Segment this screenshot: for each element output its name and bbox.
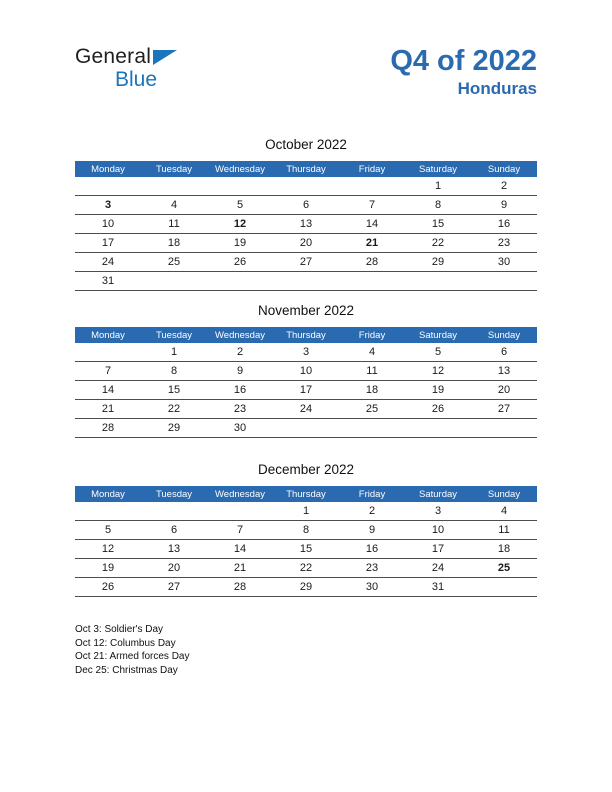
week-row xyxy=(75,343,537,362)
holiday-item: Oct 21: Armed forces Day xyxy=(75,651,190,662)
calendar-table xyxy=(75,327,537,438)
title-block xyxy=(390,46,537,99)
date-cell: 23 xyxy=(471,234,537,253)
date-cell: 25 xyxy=(141,253,207,272)
weekday-header: Tuesday xyxy=(141,327,207,343)
week-row xyxy=(75,559,537,578)
date-cell: 23 xyxy=(339,559,405,578)
date-cell: 20 xyxy=(471,381,537,400)
month-december-2022 xyxy=(75,462,537,597)
date-cell: 26 xyxy=(75,578,141,597)
empty-cell xyxy=(339,419,405,438)
date-cell: 15 xyxy=(141,381,207,400)
week-row xyxy=(75,272,537,291)
weekday-header: Friday xyxy=(339,161,405,177)
date-cell: 3 xyxy=(405,502,471,521)
holiday-item: Oct 12: Columbus Day xyxy=(75,637,176,649)
empty-cell xyxy=(405,419,471,438)
holiday-list xyxy=(75,623,537,677)
date-cell: 24 xyxy=(405,559,471,578)
date-cell: 19 xyxy=(207,234,273,253)
date-cell: 27 xyxy=(141,578,207,597)
weekday-header: Saturday xyxy=(405,161,471,177)
date-cell: 6 xyxy=(141,521,207,540)
date-cell: 26 xyxy=(207,253,273,272)
date-cell: 5 xyxy=(75,521,141,540)
weekday-header: Friday xyxy=(339,327,405,343)
date-cell: 26 xyxy=(405,400,471,419)
month-october-2022 xyxy=(75,137,537,291)
logo-flag-icon xyxy=(153,48,177,69)
date-cell: 10 xyxy=(405,521,471,540)
weekday-header: Tuesday xyxy=(141,486,207,502)
months-container xyxy=(75,137,537,597)
date-cell: 11 xyxy=(339,362,405,381)
date-cell: 6 xyxy=(273,196,339,215)
week-row xyxy=(75,234,537,253)
date-cell: 31 xyxy=(75,272,141,291)
date-cell: 4 xyxy=(471,502,537,521)
date-cell: 27 xyxy=(273,253,339,272)
date-cell: 4 xyxy=(141,196,207,215)
date-cell: 11 xyxy=(141,215,207,234)
empty-cell xyxy=(75,343,141,362)
empty-cell xyxy=(339,272,405,291)
date-cell: 12 xyxy=(405,362,471,381)
empty-cell xyxy=(75,177,141,196)
date-cell: 2 xyxy=(339,502,405,521)
date-cell: 9 xyxy=(471,196,537,215)
date-cell: 5 xyxy=(405,343,471,362)
weekday-header: Sunday xyxy=(471,161,537,177)
date-cell: 9 xyxy=(207,362,273,381)
week-row xyxy=(75,540,537,559)
weekday-header: Tuesday xyxy=(141,161,207,177)
weekday-header: Monday xyxy=(75,161,141,177)
weekday-header: Wednesday xyxy=(207,486,273,502)
date-cell: 19 xyxy=(405,381,471,400)
date-cell: 13 xyxy=(471,362,537,381)
week-row xyxy=(75,196,537,215)
date-cell: 24 xyxy=(273,400,339,419)
date-cell: 7 xyxy=(339,196,405,215)
date-cell: 13 xyxy=(273,215,339,234)
country-subtitle: Honduras xyxy=(457,79,537,99)
date-cell: 31 xyxy=(405,578,471,597)
date-cell: 15 xyxy=(405,215,471,234)
date-cell: 6 xyxy=(471,343,537,362)
week-row xyxy=(75,578,537,597)
logo-text-general: General xyxy=(75,45,152,68)
date-cell: 25 xyxy=(339,400,405,419)
weekday-header: Saturday xyxy=(405,327,471,343)
date-cell: 28 xyxy=(75,419,141,438)
empty-cell xyxy=(273,419,339,438)
month-november-2022 xyxy=(75,303,537,438)
empty-cell xyxy=(141,502,207,521)
month-title: October 2022 xyxy=(265,137,347,152)
empty-cell xyxy=(339,177,405,196)
weekday-header: Thursday xyxy=(273,327,339,343)
empty-cell xyxy=(207,177,273,196)
week-row xyxy=(75,400,537,419)
date-cell: 20 xyxy=(141,559,207,578)
date-cell: 14 xyxy=(339,215,405,234)
date-cell: 25 xyxy=(471,559,537,578)
date-cell: 18 xyxy=(339,381,405,400)
date-cell: 30 xyxy=(207,419,273,438)
weekday-header: Saturday xyxy=(405,486,471,502)
empty-cell xyxy=(273,177,339,196)
weekday-header: Thursday xyxy=(273,161,339,177)
week-row xyxy=(75,502,537,521)
date-cell: 16 xyxy=(471,215,537,234)
month-title: November 2022 xyxy=(257,303,355,318)
logo-word-general xyxy=(75,46,177,69)
calendar-table xyxy=(75,161,537,291)
date-cell: 12 xyxy=(75,540,141,559)
empty-cell xyxy=(471,578,537,597)
weekday-header-row xyxy=(75,486,537,502)
date-cell: 1 xyxy=(141,343,207,362)
date-cell: 3 xyxy=(273,343,339,362)
weekday-header: Wednesday xyxy=(207,161,273,177)
date-cell: 22 xyxy=(405,234,471,253)
holiday-item: Oct 3: Soldier's Day xyxy=(75,624,164,635)
empty-cell xyxy=(207,502,273,521)
date-cell: 21 xyxy=(207,559,273,578)
week-row xyxy=(75,253,537,272)
date-cell: 29 xyxy=(273,578,339,597)
date-cell: 21 xyxy=(75,400,141,419)
weekday-header: Wednesday xyxy=(207,327,273,343)
date-cell: 1 xyxy=(405,177,471,196)
date-cell: 5 xyxy=(207,196,273,215)
date-cell: 8 xyxy=(405,196,471,215)
date-cell: 28 xyxy=(207,578,273,597)
date-cell: 7 xyxy=(75,362,141,381)
date-cell: 30 xyxy=(339,578,405,597)
month-title: December 2022 xyxy=(257,462,355,477)
date-cell: 9 xyxy=(339,521,405,540)
empty-cell xyxy=(141,177,207,196)
weekday-header: Monday xyxy=(75,486,141,502)
date-cell: 29 xyxy=(405,253,471,272)
weekday-header: Thursday xyxy=(273,486,339,502)
date-cell: 28 xyxy=(339,253,405,272)
week-row xyxy=(75,215,537,234)
weekday-header: Friday xyxy=(339,486,405,502)
date-cell: 20 xyxy=(273,234,339,253)
date-cell: 12 xyxy=(207,215,273,234)
date-cell: 17 xyxy=(273,381,339,400)
general-blue-logo xyxy=(75,46,177,90)
date-cell: 19 xyxy=(75,559,141,578)
date-cell: 8 xyxy=(273,521,339,540)
date-cell: 8 xyxy=(141,362,207,381)
calendar-table xyxy=(75,486,537,597)
date-cell: 1 xyxy=(273,502,339,521)
date-cell: 13 xyxy=(141,540,207,559)
date-cell: 27 xyxy=(471,400,537,419)
week-row xyxy=(75,419,537,438)
date-cell: 18 xyxy=(141,234,207,253)
date-cell: 16 xyxy=(207,381,273,400)
date-cell: 17 xyxy=(75,234,141,253)
date-cell: 2 xyxy=(207,343,273,362)
date-cell: 22 xyxy=(141,400,207,419)
weekday-header: Monday xyxy=(75,327,141,343)
date-cell: 16 xyxy=(339,540,405,559)
weekday-header: Sunday xyxy=(471,486,537,502)
page-title: Q4 of 2022 xyxy=(390,45,537,77)
empty-cell xyxy=(141,272,207,291)
empty-cell xyxy=(471,272,537,291)
week-row xyxy=(75,362,537,381)
date-cell: 4 xyxy=(339,343,405,362)
week-row xyxy=(75,177,537,196)
empty-cell xyxy=(405,272,471,291)
date-cell: 3 xyxy=(75,196,141,215)
date-cell: 24 xyxy=(75,253,141,272)
date-cell: 14 xyxy=(75,381,141,400)
date-cell: 22 xyxy=(273,559,339,578)
weekday-header-row xyxy=(75,161,537,177)
date-cell: 21 xyxy=(339,234,405,253)
date-cell: 7 xyxy=(207,521,273,540)
date-cell: 30 xyxy=(471,253,537,272)
holiday-item: Dec 25: Christmas Day xyxy=(75,664,178,676)
weekday-header: Sunday xyxy=(471,327,537,343)
date-cell: 10 xyxy=(75,215,141,234)
date-cell: 11 xyxy=(471,521,537,540)
page-header xyxy=(75,46,537,110)
week-row xyxy=(75,381,537,400)
date-cell: 17 xyxy=(405,540,471,559)
weekday-header-row xyxy=(75,327,537,343)
date-cell: 29 xyxy=(141,419,207,438)
date-cell: 23 xyxy=(207,400,273,419)
date-cell: 10 xyxy=(273,362,339,381)
empty-cell xyxy=(75,502,141,521)
empty-cell xyxy=(471,419,537,438)
empty-cell xyxy=(273,272,339,291)
date-cell: 15 xyxy=(273,540,339,559)
empty-cell xyxy=(207,272,273,291)
date-cell: 14 xyxy=(207,540,273,559)
date-cell: 2 xyxy=(471,177,537,196)
logo-text-blue: Blue xyxy=(115,68,158,91)
date-cell: 18 xyxy=(471,540,537,559)
week-row xyxy=(75,521,537,540)
